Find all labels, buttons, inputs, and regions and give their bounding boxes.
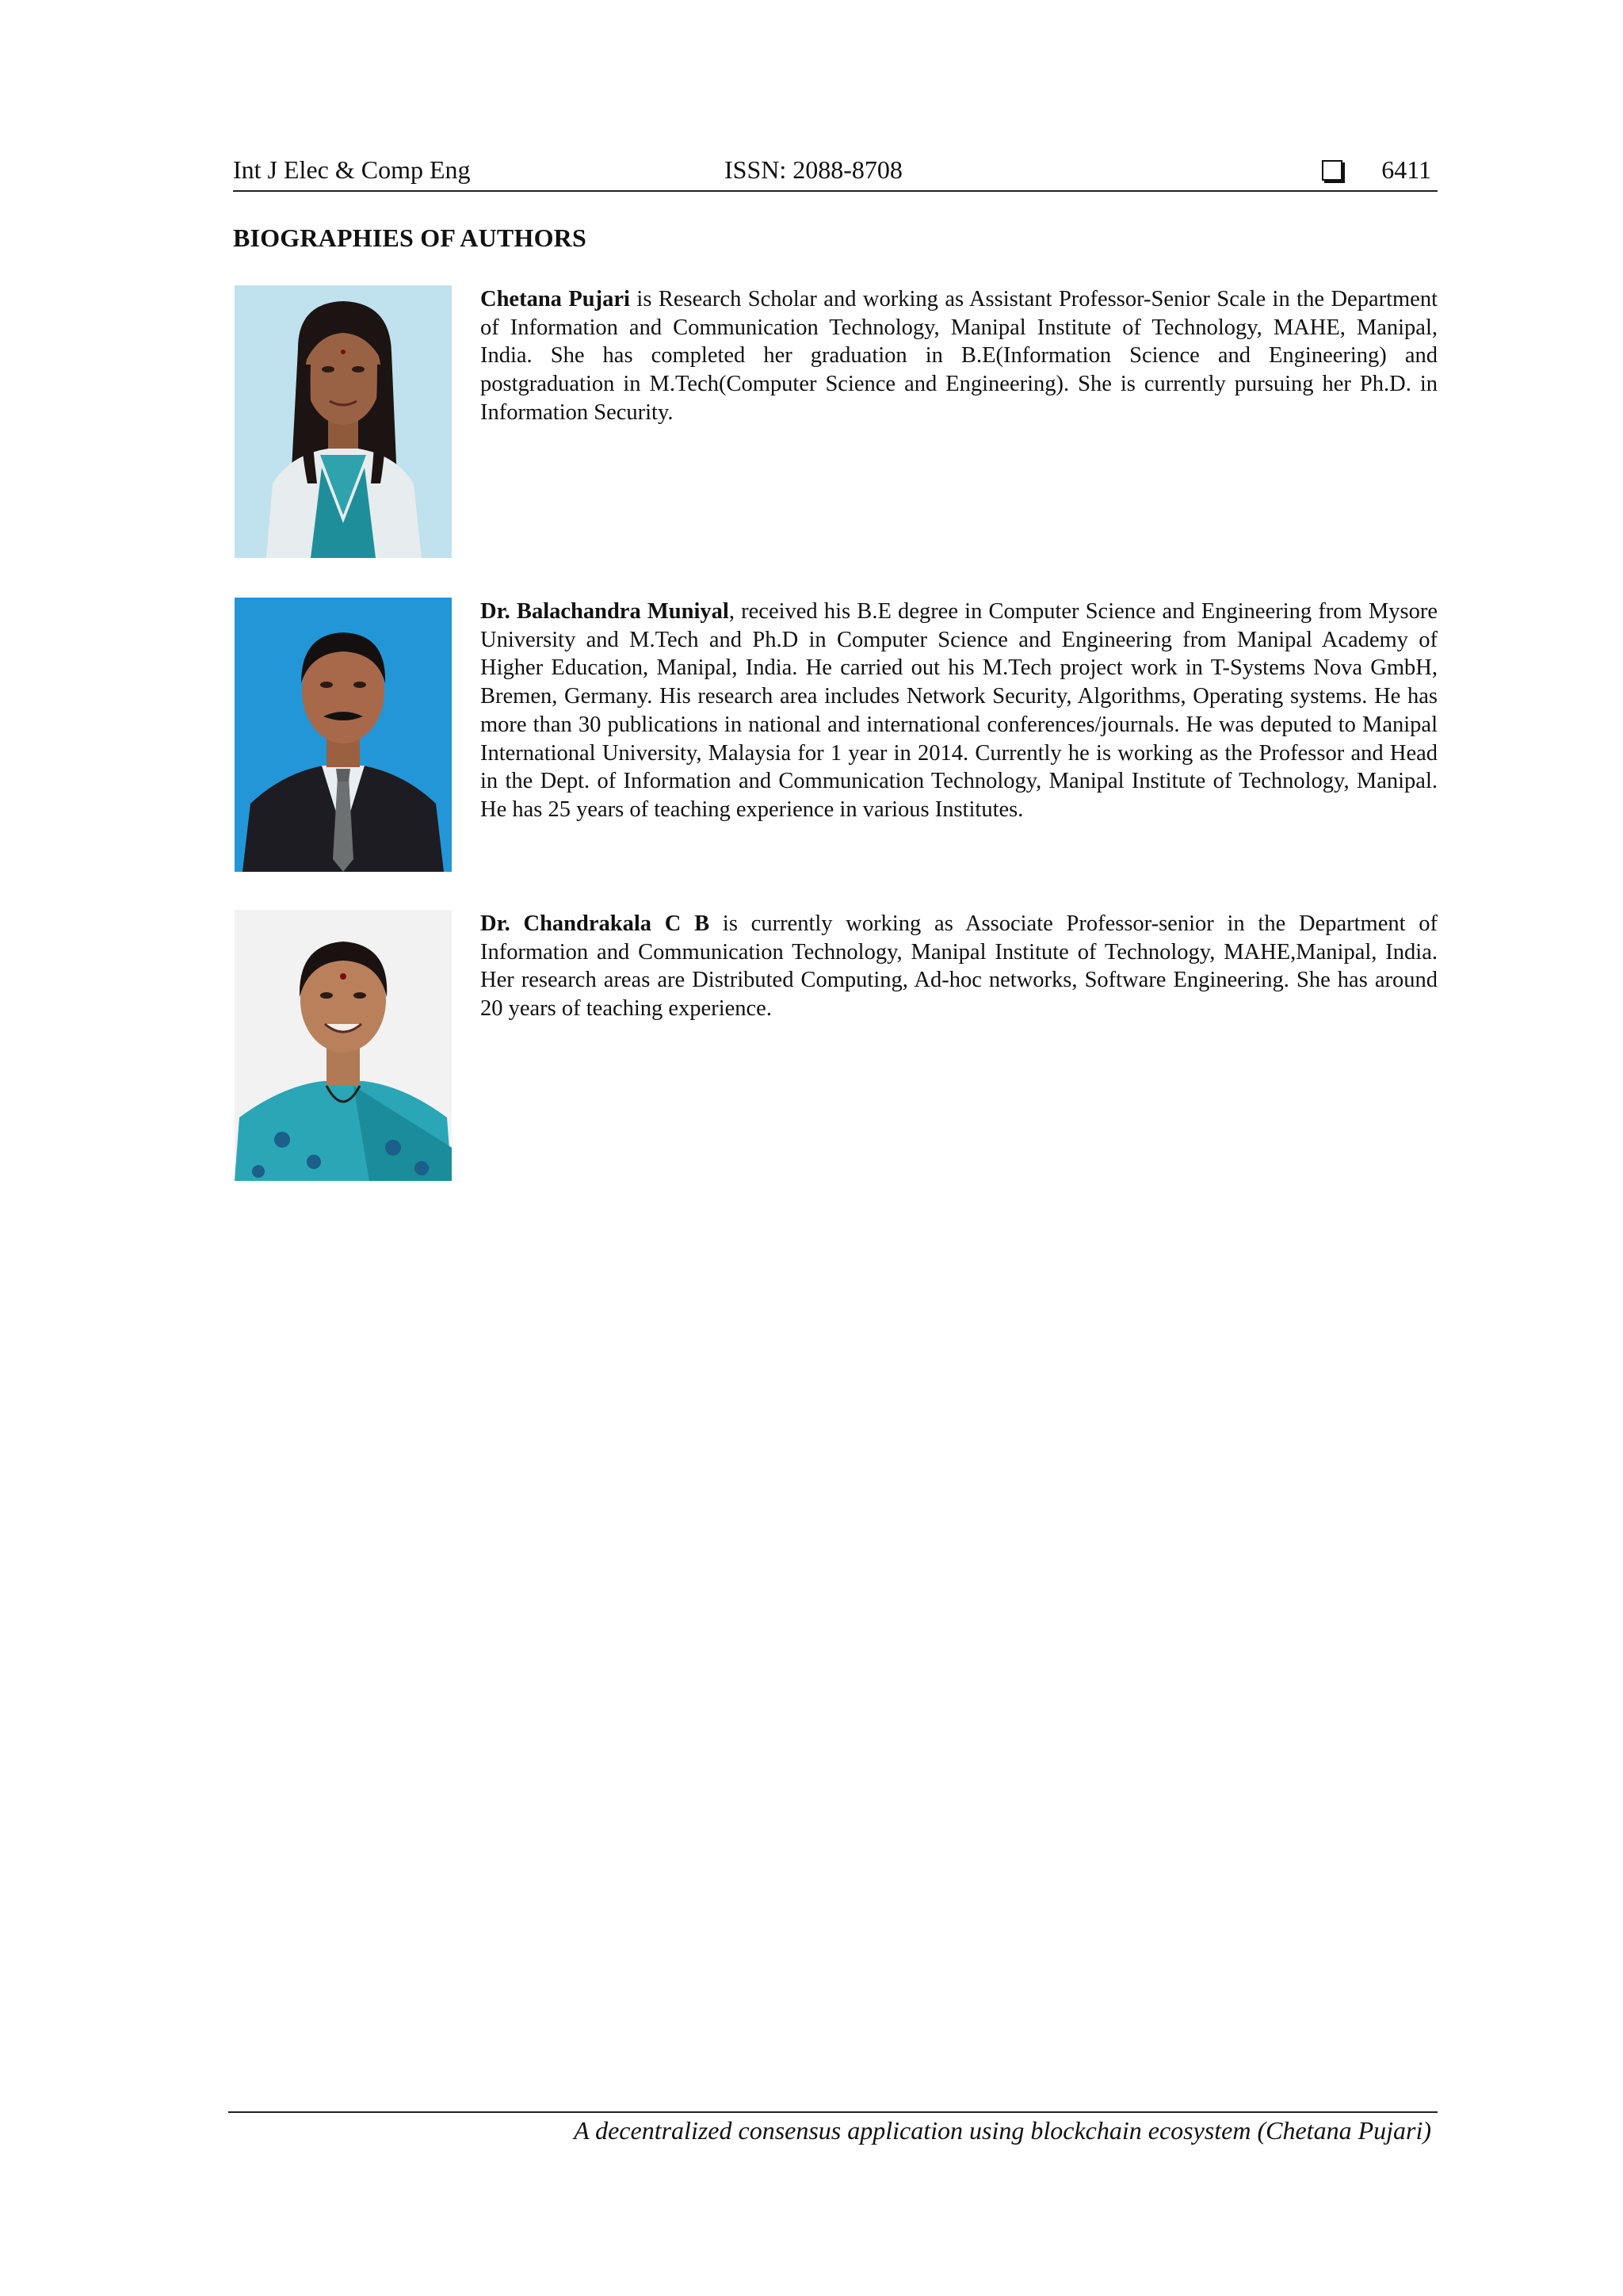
square-bullet-icon xyxy=(1322,160,1342,181)
running-footer xyxy=(228,2111,1438,2145)
author-bio-text: is Research Scholar and working as Assistant Professor-Senior Scale in the Department of Information and Communication Technology, Manipal Institute of Technology, MAHE, Manipal, India. She has completed her graduation in B.E(Information Science and Engineering) and postgraduation in M.Tech(Computer Science and Engineering). She is currently pursuing her Ph.D. in Information Security. xyxy=(480,287,1438,425)
author-bio xyxy=(480,910,1438,1023)
author-portrait-image xyxy=(235,910,452,1181)
author-bio xyxy=(480,598,1438,824)
footer-caption: A decentralized consensus application using blockchain ecosystem (Chetana Pujari) xyxy=(574,2116,1431,2145)
author-name: Dr. Chandrakala C B xyxy=(480,911,710,936)
author-name: Chetana Pujari xyxy=(480,287,630,311)
author-name: Dr. Balachandra Muniyal xyxy=(480,599,729,624)
author-bio xyxy=(480,285,1438,427)
author-bio-text: is currently working as Associate Professor-senior in the Department of Information and Communication Technology, Manipal Institute of Technology, MAHE,Manipal, India. Her research areas are Distributed Computing, Ad-hoc networks, Software Engineering. She has around 20 years of teaching experience. xyxy=(480,911,1438,1022)
author-photo xyxy=(235,910,452,1181)
author-photo xyxy=(235,598,452,872)
author-bio-text: , received his B.E degree in Computer Science and Engineering from Mysore University and M.Tech and Ph.D in Computer Science and Engineering from Manipal Academy of Higher Education, Manipal, India. He carried out his M.Tech project work in T-Systems Nova GmbH, Bremen, Germany. His research area includes Network Security, Algorithms, Operating systems. He has more than 30 publications in national and international conferences/journals. He was deputed to Manipal International University, Malaysia for 1 year in 2014. Currently he is working as the Professor and Head in the Dept. of Information and Communication Technology, Manipal Institute of Technology, Manipal. He has 25 years of teaching experience in various Institutes. xyxy=(480,599,1438,822)
journal-name: Int J Elec & Comp Eng xyxy=(233,155,471,184)
issn: ISSN: 2088-8708 xyxy=(724,155,903,184)
author-photo xyxy=(235,285,452,558)
author-portrait-image xyxy=(235,285,452,558)
section-title: BIOGRAPHIES OF AUTHORS xyxy=(233,223,586,252)
page-number: 6411 xyxy=(1381,155,1431,184)
author-portrait-image xyxy=(235,598,452,872)
running-header xyxy=(233,154,1438,192)
